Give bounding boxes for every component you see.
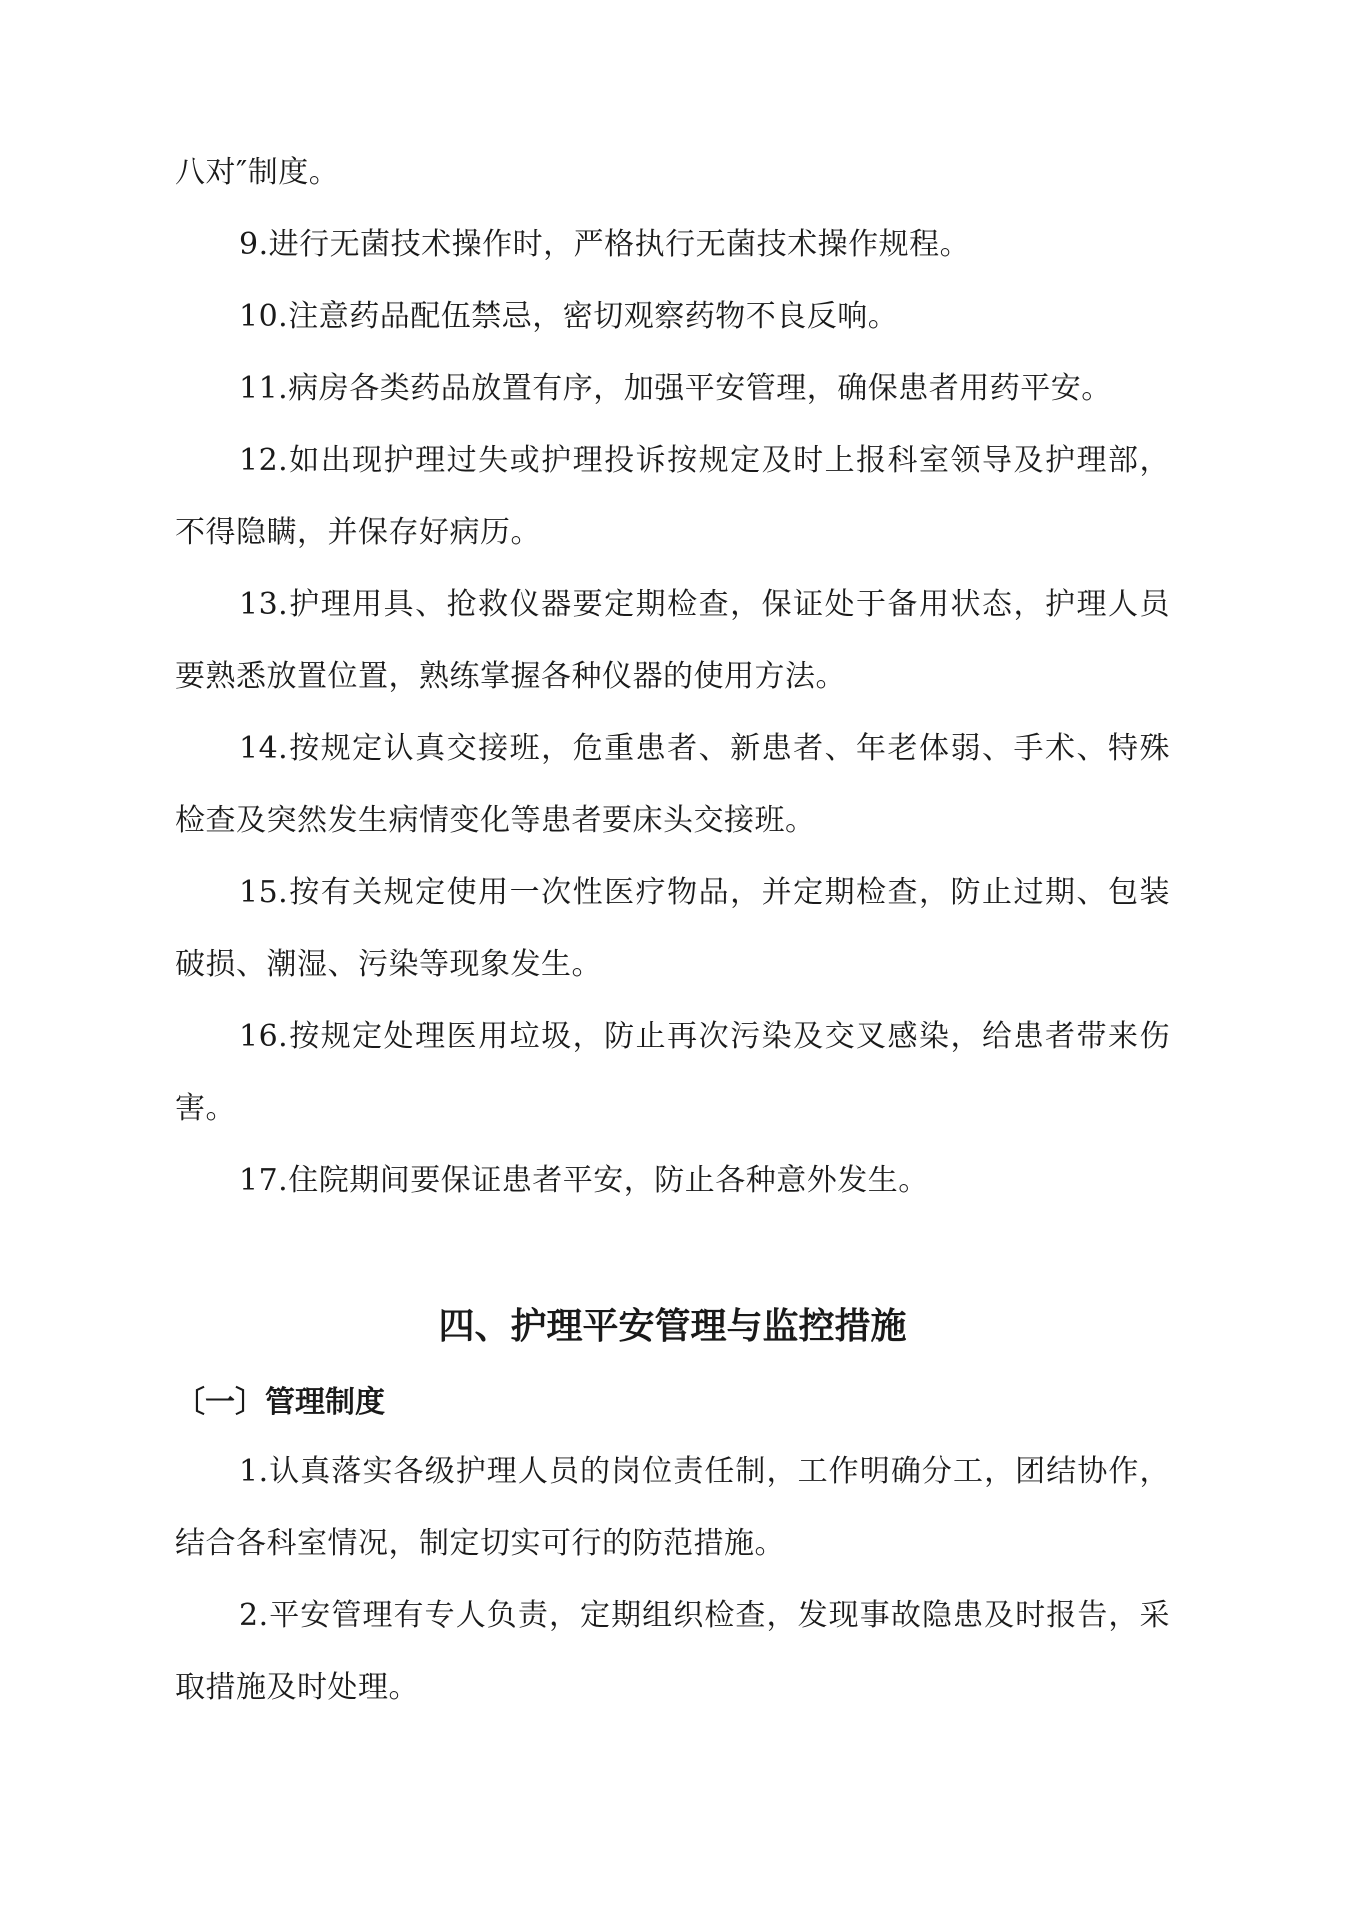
paragraph-item-15: 15.按有关规定使用一次性医疗物品，并定期检查，防止过期、包装破损、潮湿、污染等现象发生。 bbox=[175, 875, 1170, 982]
text-block-upper bbox=[175, 137, 1170, 1217]
paragraph-item-17: 17.住院期间要保证患者平安，防止各种意外发生。 bbox=[239, 1163, 929, 1198]
paragraph-continuation: 八对″制度。 bbox=[175, 155, 340, 190]
paragraph-item-12: 12.如出现护理过失或护理投诉按规定及时上报科室领导及护理部，不得隐瞒，并保存好病历。 bbox=[175, 443, 1170, 550]
paragraph-item-11: 11.病房各类药品放置有序，加强平安管理，确保患者用药平安。 bbox=[239, 371, 1112, 406]
paragraph-rule-1: 1.认真落实各级护理人员的岗位责任制，工作明确分工，团结协作，结合各科室情况，制定切实可行的防范措施。 bbox=[175, 1454, 1170, 1561]
section-title: 四、护理平安管理与监控措施 bbox=[438, 1306, 907, 1347]
paragraph-item-9: 9.进行无菌技术操作时，严格执行无菌技术操作规程。 bbox=[239, 227, 971, 262]
subsection-title: 〔一〕管理制度 bbox=[175, 1385, 385, 1420]
paragraph-rule-2: 2.平安管理有专人负责，定期组织检查，发现事故隐患及时报告，采取措施及时处理。 bbox=[175, 1598, 1170, 1705]
paragraph-item-13: 13.护理用具、抢救仪器要定期检查，保证处于备用状态，护理人员要熟悉放置位置，熟练掌握各种仪器的使用方法。 bbox=[175, 587, 1170, 694]
paragraph-item-10: 10.注意药品配伍禁忌，密切观察药物不良反响。 bbox=[239, 299, 899, 334]
paragraph-item-16: 16.按规定处理医用垃圾，防止再次污染及交叉感染，给患者带来伤害。 bbox=[175, 1019, 1170, 1126]
paragraph-item-14: 14.按规定认真交接班，危重患者、新患者、年老体弱、手术、特殊检查及突然发生病情变化等患者要床头交接班。 bbox=[175, 731, 1170, 838]
text-block-lower bbox=[175, 1436, 1170, 1724]
section-header-block bbox=[175, 1297, 1170, 1357]
subsection-header-block bbox=[175, 1373, 1170, 1433]
